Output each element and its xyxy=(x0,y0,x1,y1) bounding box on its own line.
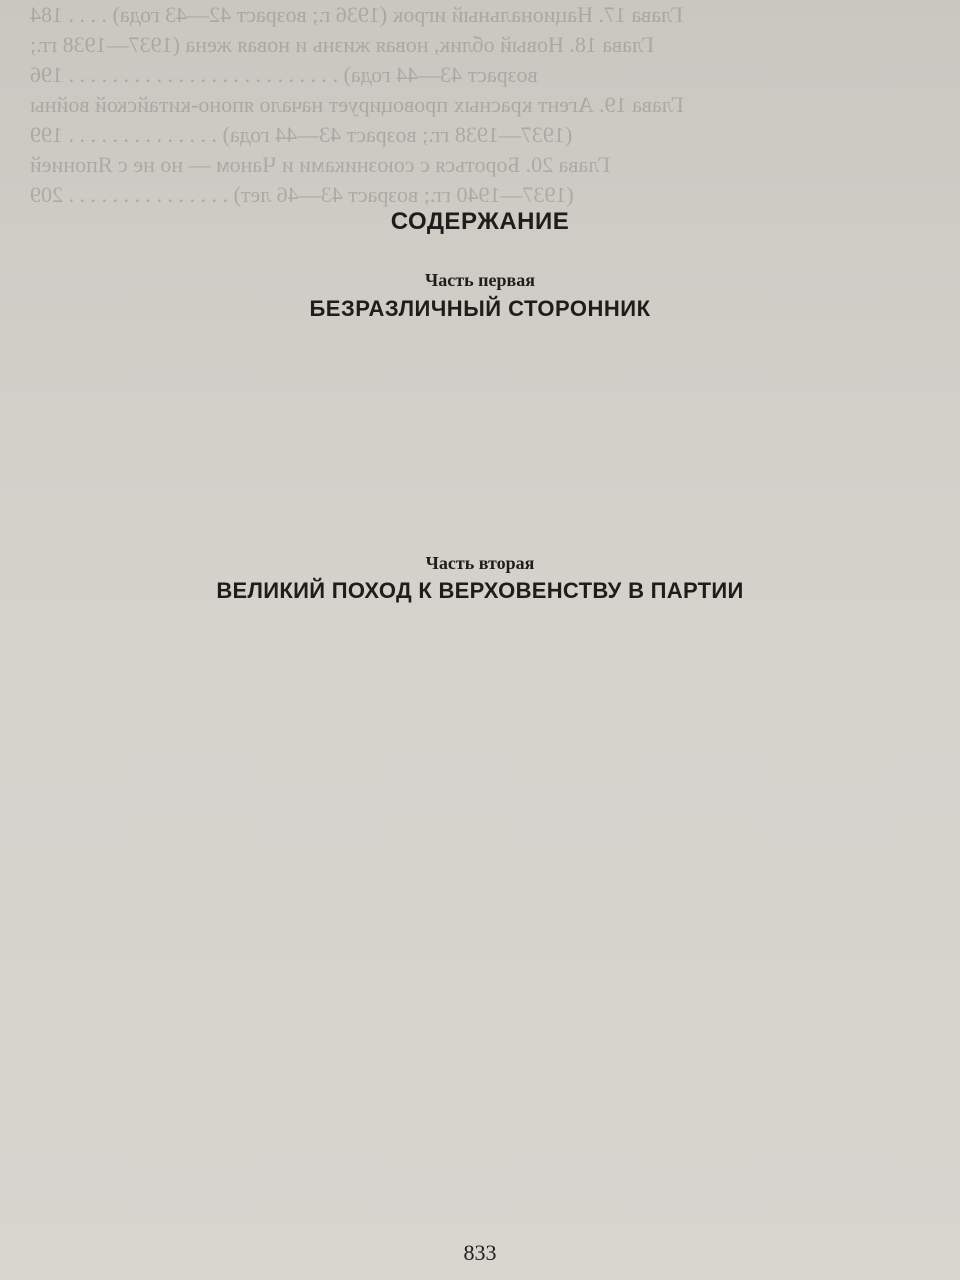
part2-title: ВЕЛИКИЙ ПОХОД К ВЕРХОВЕНСТВУ В ПАРТИИ xyxy=(216,578,744,603)
part2-label: Часть вторая xyxy=(425,553,535,573)
page-number: 833 xyxy=(463,1240,497,1265)
part1-title: БЕЗРАЗЛИЧНЫЙ СТОРОННИК xyxy=(309,296,651,321)
part1-label: Часть первая xyxy=(425,270,535,290)
contents-heading: СОДЕРЖАНИЕ xyxy=(390,208,570,235)
bleed-through-text: Глава 17. Национальный игрок (1936 г.; возраст 42—43 года) . . . . 184 Глава 18. Новый облик, новая жизнь и новая жена (1937—1938 гг.; возраст 43—44 года) . . . . . . . . . . . . . . . . . . . . . . . . . 196 Глава 19. Агент красных провоцирует начало японо-китайской войны (1937—1938 гг.; возраст 43—44 года) . . . . . . . . . . . . . . 199 Глава 20. Бороться с союзниками и Чаном — но не с Японией (1937—1940 гг.; возраст 43—46 лет) . . . . . . . . . . . . . . . 209 xyxy=(30,2,684,207)
